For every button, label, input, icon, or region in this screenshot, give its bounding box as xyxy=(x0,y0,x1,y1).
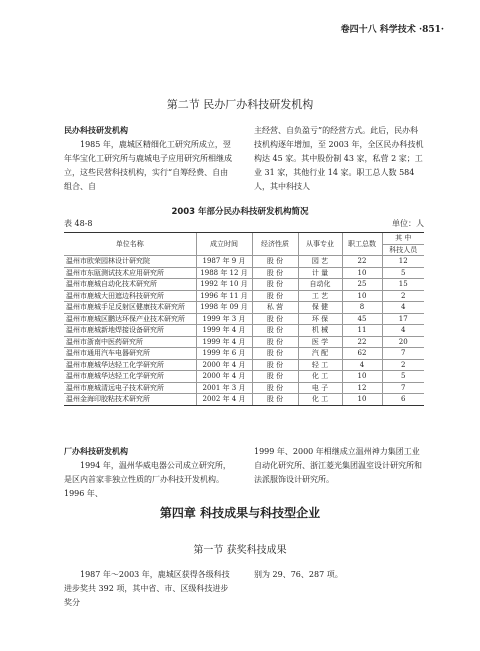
cell-tech: 2 xyxy=(382,359,424,371)
cell-major: 化 工 xyxy=(298,371,342,383)
table-row xyxy=(64,394,424,406)
header-name: 单位名称 xyxy=(64,233,196,256)
cell-date: 1999 年 4 月 xyxy=(196,325,252,337)
intro-right-column xyxy=(254,124,424,194)
cell-major: 园 艺 xyxy=(298,256,342,268)
intro-left-column xyxy=(64,124,234,194)
table-number: 表 48-8 xyxy=(64,219,93,228)
cell-tech: 2 xyxy=(382,290,424,302)
cell-nature: 股 份 xyxy=(252,359,298,371)
cell-major: 轻 工 xyxy=(298,359,342,371)
cell-date: 2000 年 4 月 xyxy=(196,359,252,371)
cell-tech: 6 xyxy=(382,394,424,406)
cell-staff: 12 xyxy=(342,382,382,394)
cell-tech: 5 xyxy=(382,371,424,383)
cell-staff: 10 xyxy=(342,394,382,406)
cell-name: 温州市鹿城大田遮边科技研究所 xyxy=(64,290,196,302)
table-row xyxy=(64,302,424,314)
cell-staff: 4 xyxy=(342,359,382,371)
cell-name: 温州市东瓯测试技术应用研究所 xyxy=(64,267,196,279)
table-title: 2003 年部分民办科技研发机构简况 xyxy=(171,207,309,217)
cell-major: 自动化 xyxy=(298,279,342,291)
cell-date: 1987 年 9 月 xyxy=(196,256,252,268)
cell-major: 化 工 xyxy=(298,394,342,406)
cell-staff: 45 xyxy=(342,313,382,325)
cell-nature: 股 份 xyxy=(252,394,298,406)
cell-name: 温州市鹿城清远电子技术研究所 xyxy=(64,382,196,394)
cell-tech: 17 xyxy=(382,313,424,325)
cell-staff: 10 xyxy=(342,290,382,302)
cell-major: 电 子 xyxy=(298,382,342,394)
cell-major: 工 艺 xyxy=(298,290,342,302)
cell-name: 温州市鹿城自动化技术研究所 xyxy=(64,279,196,291)
table-row xyxy=(64,336,424,348)
cell-name: 温州市欧荣园林设计研究院 xyxy=(64,256,196,268)
cell-major: 保 健 xyxy=(298,302,342,314)
cell-major: 计 量 xyxy=(298,267,342,279)
cell-date: 1998 年 09 月 xyxy=(196,302,252,314)
cell-staff: 22 xyxy=(342,256,382,268)
table-unit: 单位：人 xyxy=(392,219,424,228)
section-title: 第二节 民办厂办科技研发机构 xyxy=(166,98,314,111)
cell-staff: 62 xyxy=(342,348,382,360)
cell-tech: 20 xyxy=(382,336,424,348)
cell-nature: 股 份 xyxy=(252,279,298,291)
awards-left-column xyxy=(64,568,234,610)
header-of-which: 其 中 xyxy=(382,233,424,245)
chapter-title: 第四章 科技成果与科技型企业 xyxy=(159,506,321,520)
cell-name: 温州市鹿城新地焊接设备研究所 xyxy=(64,325,196,337)
cell-major: 汽 配 xyxy=(298,348,342,360)
factory-left-paragraph: 1994 年，温州华威电器公司成立研究所，是区内首家非独立性质的厂办科技开发机构。1996 年、 xyxy=(64,461,231,498)
table-row xyxy=(64,279,424,291)
cell-tech: 7 xyxy=(382,382,424,394)
cell-date: 1996 年 11 月 xyxy=(196,290,252,302)
table-row xyxy=(64,256,424,268)
cell-staff: 25 xyxy=(342,279,382,291)
cell-name: 温州市鹿城区鹏达环保产业技术研究所 xyxy=(64,313,196,325)
page-header: 卷四十八 科学技术 ·851· xyxy=(340,25,444,35)
intro-left-paragraph: 1985 年，鹿城区精细化工研究所成立，翌年华宝化工研究所与鹿城电子应用研究所相继成立，这些民营科技机构，实行“自筹经费、自由组合、自 xyxy=(64,140,232,191)
intro-right-paragraph: 主经营、自负盈亏”的经营方式。此后，民办科技机构逐年增加，至 2003 年，全区民办科技机构达 45 家。其中股份制 43 家，私营 2 家；工业 31 家，其他行业 14 家。职工总人数 584 人，其中科技人 xyxy=(254,126,424,191)
cell-name: 温州市通用汽车电器研究所 xyxy=(64,348,196,360)
section2-title: 第一节 获奖科技成果 xyxy=(193,545,287,556)
intro-subheading: 民办科技研发机构 xyxy=(64,126,128,135)
cell-nature: 股 份 xyxy=(252,348,298,360)
cell-date: 1999 年 4 月 xyxy=(196,336,252,348)
cell-staff: 22 xyxy=(342,336,382,348)
cell-nature: 股 份 xyxy=(252,325,298,337)
cell-major: 机 械 xyxy=(298,325,342,337)
cell-tech: 7 xyxy=(382,348,424,360)
cell-tech: 12 xyxy=(382,256,424,268)
table-row xyxy=(64,382,424,394)
table-row xyxy=(64,313,424,325)
awards-left-paragraph: 1987 年～2003 年，鹿城区获得各级科技进步奖共 392 项，其中省、市、区级科技进步奖分 xyxy=(64,570,230,607)
table-row xyxy=(64,290,424,302)
awards-right-paragraph: 别为 29、76、287 项。 xyxy=(254,570,343,579)
cell-nature: 私 营 xyxy=(252,302,298,314)
cell-name: 温州金海印胶粘技术研究所 xyxy=(64,394,196,406)
cell-nature: 股 份 xyxy=(252,382,298,394)
cell-nature: 股 份 xyxy=(252,371,298,383)
table-row xyxy=(64,359,424,371)
header-nature: 经济性质 xyxy=(252,233,298,256)
cell-nature: 股 份 xyxy=(252,336,298,348)
table-row xyxy=(64,371,424,383)
header-major: 从事专业 xyxy=(298,233,342,256)
cell-date: 1999 年 3 月 xyxy=(196,313,252,325)
header-tech: 科技人员 xyxy=(382,244,424,256)
cell-name: 温州市浙南中医药研究所 xyxy=(64,336,196,348)
cell-staff: 11 xyxy=(342,325,382,337)
table-row xyxy=(64,348,424,360)
cell-date: 2000 年 4 月 xyxy=(196,371,252,383)
cell-date: 1999 年 6 月 xyxy=(196,348,252,360)
cell-date: 1988 年 12 月 xyxy=(196,267,252,279)
cell-date: 2001 年 3 月 xyxy=(196,382,252,394)
cell-tech: 15 xyxy=(382,279,424,291)
institutes-table xyxy=(64,232,424,406)
cell-tech: 5 xyxy=(382,267,424,279)
awards-right-column xyxy=(254,568,424,582)
cell-nature: 股 份 xyxy=(252,313,298,325)
cell-name: 温州市鹿城华达轻工化学研究所 xyxy=(64,371,196,383)
cell-tech: 4 xyxy=(382,302,424,314)
cell-staff: 10 xyxy=(342,371,382,383)
cell-staff: 10 xyxy=(342,267,382,279)
cell-nature: 股 份 xyxy=(252,290,298,302)
cell-major: 环 保 xyxy=(298,313,342,325)
header-staff: 职工总数 xyxy=(342,233,382,256)
factory-right-column xyxy=(254,445,424,487)
cell-staff: 8 xyxy=(342,302,382,314)
cell-name: 温州市鹿城手足反射区健康技术研究所 xyxy=(64,302,196,314)
factory-right-paragraph: 1999 年、2000 年相继成立温州神力集团工业自动化研究所、浙江菱光集团温室设计研究所和法派服饰设计研究所。 xyxy=(254,447,422,484)
table-row xyxy=(64,325,424,337)
cell-name: 温州市鹿城华达轻工化学研究所 xyxy=(64,359,196,371)
table-row xyxy=(64,267,424,279)
cell-nature: 股 份 xyxy=(252,256,298,268)
cell-date: 2002 年 4 月 xyxy=(196,394,252,406)
factory-left-column xyxy=(64,445,234,501)
cell-tech: 4 xyxy=(382,325,424,337)
header-date: 成立时间 xyxy=(196,233,252,256)
cell-major: 医 学 xyxy=(298,336,342,348)
factory-subheading: 厂办科技研发机构 xyxy=(64,447,128,456)
cell-date: 1992 年 10 月 xyxy=(196,279,252,291)
cell-nature: 股 份 xyxy=(252,267,298,279)
